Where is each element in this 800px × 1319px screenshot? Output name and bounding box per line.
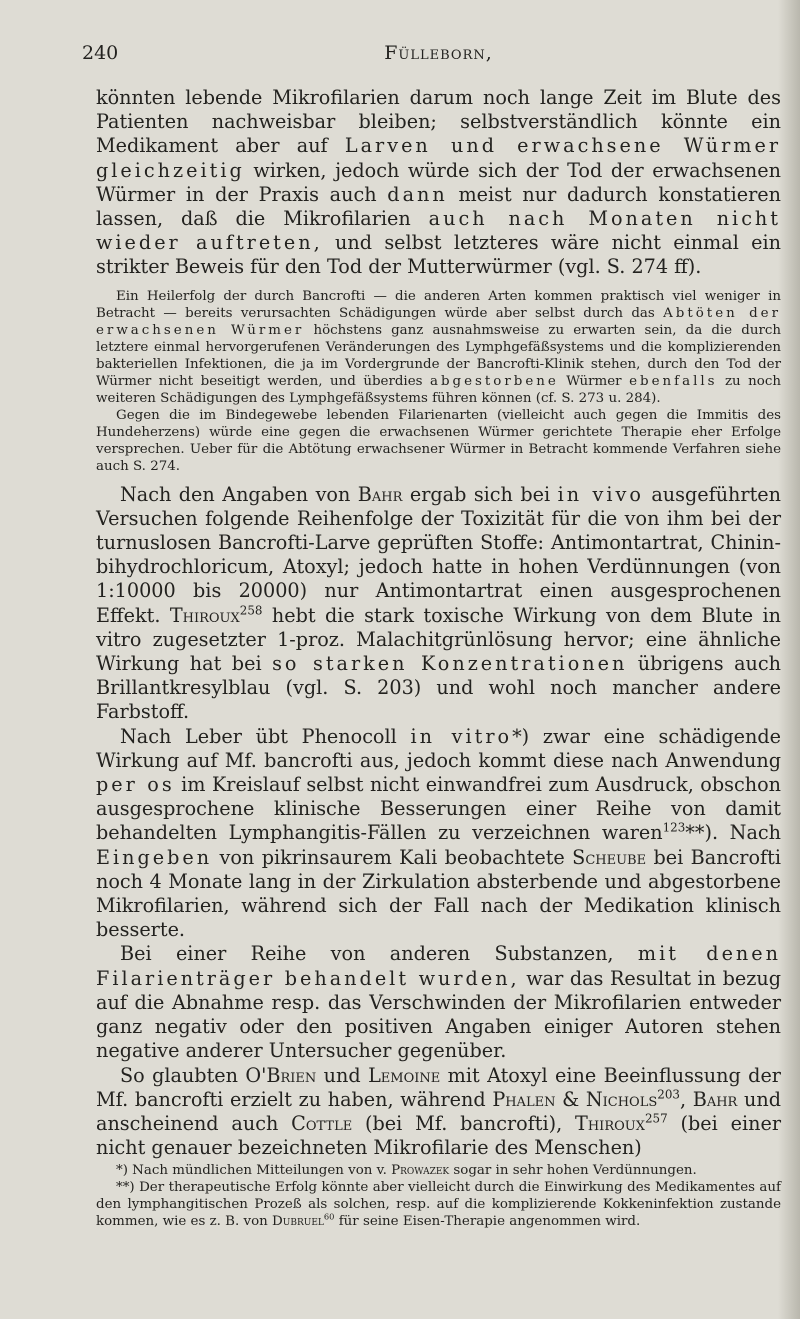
footnote-2: **) Der therapeutische Erfolg könnte aber vielleicht durch die Einwirkung des Medikamentes auf den lymphangitischen Prozeß als solchen, resp. auf die komplizierende Kokkeninfektion zustande kommen, wie es z. B. von Dubruel$^{60}$ für seine Eisen-Therapie angenommen wird.	[96, 1180, 781, 1230]
book-page	[82, 42, 782, 1230]
paragraph-4: Bei einer Reihe von anderen Substanzen, mit denen Filarienträger behandelt wurden, war das Resultat in bezug auf die Abnahme resp. das Verschwinden der Mikrofilarien entweder ganz negativ oder den positiven Angaben einiger Autoren stehen negative anderer Untersucher gegenüber.	[96, 942, 781, 1063]
page-edge-shadow	[778, 0, 800, 1319]
main-text-top	[96, 86, 781, 280]
running-title: Fülleborn,	[384, 42, 493, 64]
page-header	[82, 42, 781, 68]
paragraph-5: So glaubten O'Brien und Lemoine mit Atoxyl eine Beeinflussung der Mf. bancrofti erzielt zu haben, während Phalen & Nichols$^{203}$, Bahr und anscheinend auch Cottle (bei Mf. bancrofti), Thiroux$^{257}$ (bei einer nicht genauer bezeichneten Mikrofilarie des Menschen)	[96, 1063, 781, 1160]
small-print-block	[96, 288, 781, 475]
paragraph-2: Nach den Angaben von Bahr ergab sich bei in vivo ausgeführten Versuchen folgende Reihenfolge der Toxizität für die von ihm bei der turnuslosen Bancrofti-Larve geprüften Stoffe: Antimontartrat, Chinin-bihydrochloricum, Atoxyl; jedoch hatte in hohen Verdünnungen (von 1:10000 bis 20000) nur Antimontartrat einen ausgesprochenen Effekt. Thiroux$^{258}$ hebt die stark toxische Wirkung von dem Blute in vitro zugesetzter 1-proz. Malachitgrünlösung hervor; eine ähnliche Wirkung hat bei so starken Konzentrationen übrigens auch Brillantkresylblau (vgl. S. 203) und wohl noch mancher andere Farbstoff.	[96, 482, 782, 724]
small-paragraph-2: Gegen die im Bindegewebe lebenden Filarienarten (vielleicht auch gegen die Immitis des Hundeherzens) würde eine gegen die erwachsenen Würmer gerichtete Therapie eher Erfolge versprechen. Ueber für die Abtötung erwachsener Würmer in Betracht kommende Verfahren siehe auch S. 274.	[96, 407, 781, 474]
paragraph-3: Nach Leber übt Phenocoll in vitro*) zwar eine schädigende Wirkung auf Mf. bancrofti aus, jedoch kommt diese nach Anwendung per os im Kreislauf selbst nicht einwandfrei zum Ausdruck, obschon ausgesprochene klinische Besserungen einer Reihe von damit behandelten Lymphangitis-Fällen zu verzeichnen waren$^{123}$**). Nach Eingeben von pikrinsaurem Kali beobachtete Scheube bei Bancrofti noch 4 Monate lang in der Zirkulation absterbende und abgestorbene Mikrofilarien, während sich der Fall nach der Medikation klinisch besserte.	[96, 724, 781, 942]
footnote-1: *) Nach mündlichen Mitteilungen von v. Prowazek sogar in sehr hohen Verdünnungen.	[116, 1163, 697, 1179]
small-paragraph-1: Ein Heilerfolg der durch Bancrofti — die anderen Arten kommen praktisch viel weniger in Betracht — bereits verursachten Schädigungen würde aber selbst durch das Abtöten der erwachsenen Würmer höchstens ganz ausnahmsweise zu erwarten sein, da die durch letztere einmal hervorgerufenen Veränderungen des Lymphgefäßsystems und die komplizierenden bakteriellen Infektionen, die ja im Vordergrunde der Bancrofti-Klinik stehen, durch den Tod der Würmer nicht beseitigt werden, und überdies abgestorbene Würmer ebenfalls zu noch weiteren Schädigungen des Lymphgefäßsystems führen können (cf. S. 273 u. 284).	[96, 288, 781, 406]
paragraph-1: könnten lebende Mikrofilarien darum noch lange Zeit im Blute des Patienten nachweisbar bleiben; selbstverständlich könnte ein Medikament aber auf Larven und erwachsene Würmer gleichzeitig wirken, jedoch würde sich der Tod der erwachsenen Würmer in der Praxis auch dann meist nur dadurch konstatieren lassen, daß die Mikrofilarien auch nach Monaten nicht wieder auftreten, und selbst letzteres wäre nicht einmal ein strikter Beweis für den Tod der Mutterwürmer (vgl. S. 274 ff).	[96, 86, 782, 279]
page-number: 240	[82, 42, 119, 64]
footnotes	[96, 1162, 781, 1230]
main-text-bottom	[96, 483, 781, 1161]
